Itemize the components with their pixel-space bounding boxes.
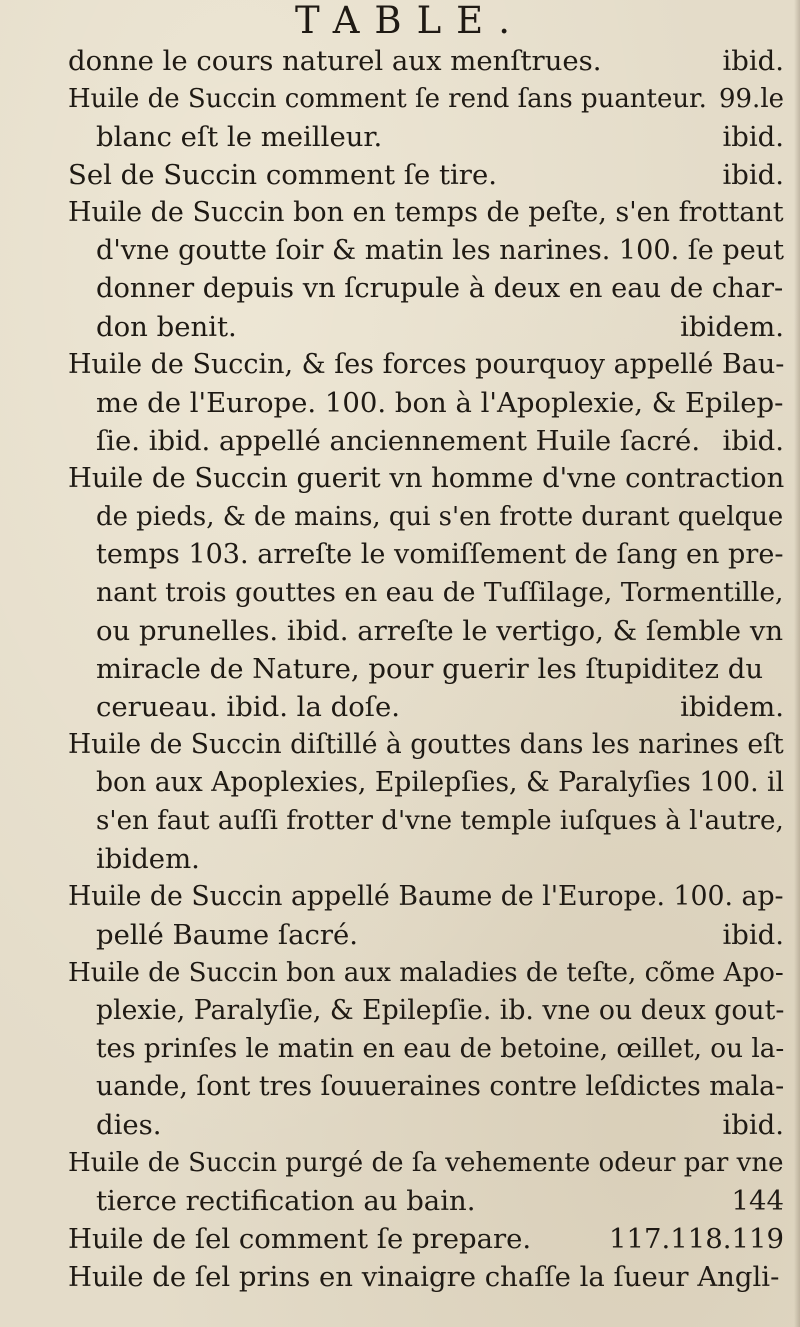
index-line [68, 194, 784, 232]
line-text: miracle de Nature, pour guerir les ſtupiditez du [96, 653, 764, 685]
line-text: Huile de Succin, & ſes forces pourquoy appellé Bau- [68, 349, 785, 380]
line-text: ou prunelles. ibid. arreſte le vertigo, & ſemble vn [96, 615, 784, 647]
index-line [96, 422, 784, 460]
index-line [96, 1030, 784, 1068]
line-text: ſie. ibid. appellé anciennement Huile ſacré. [96, 425, 701, 457]
page-edge-shadow [794, 0, 800, 1327]
line-text: Huile de Succin comment ſe rend ſans puanteur. [68, 84, 707, 114]
index-line [96, 308, 784, 346]
page-reference: 117.118.119 [609, 1223, 784, 1255]
page-reference: 144 [731, 1185, 784, 1217]
line-text: Huile de Succin appellé Baume de l'Europe. 100. ap- [68, 881, 784, 912]
line-text: pellé Baume ſacré. [96, 919, 359, 951]
page-reference: ibid. [722, 425, 784, 457]
line-text: donner depuis vn ſcrupule à deux en eau de char- [96, 273, 784, 304]
index-line [68, 726, 784, 764]
line-text: cerueau. ibid. la doſe. [96, 691, 400, 723]
index-line [96, 232, 784, 270]
index-line [68, 1258, 784, 1296]
page-reference: ibidem. [680, 311, 784, 343]
line-text: me de l'Europe. 100. bon à l'Apoplexie, & Epilep- [96, 387, 784, 419]
index-line [68, 954, 784, 992]
line-text: Huile de ſel comment ſe prepare. [68, 1223, 532, 1255]
index-line [96, 764, 784, 802]
index-line [68, 1144, 784, 1182]
index-line [96, 802, 784, 840]
index-line [96, 118, 784, 156]
page-reference: ibid. [722, 159, 784, 191]
line-text: d'vne goutte ſoir & matin les narines. 100. ſe peut [96, 235, 785, 266]
index-line [96, 992, 784, 1030]
line-text: uande, ſont tres ſouueraines contre leſdictes mala- [96, 1071, 785, 1102]
line-text: tes prinſes le matin en eau de betoine, œillet, ou la- [96, 1034, 785, 1064]
index-line [96, 688, 784, 726]
page-reference: ibid. [722, 1109, 784, 1141]
line-text: dies. [96, 1109, 162, 1141]
index-line [68, 1220, 784, 1258]
line-text: Huile de Succin guerit vn homme d'vne contraction [68, 463, 785, 494]
index-line [96, 1106, 784, 1144]
page-reference: ibid. [722, 121, 784, 153]
index-line [96, 536, 784, 574]
index-line [68, 80, 784, 118]
line-text: don benit. [96, 311, 237, 343]
line-text: Huile de Succin diſtillé à gouttes dans les narines eſt [68, 729, 784, 760]
index-line [68, 42, 784, 80]
page-reference: ibid. [722, 45, 784, 77]
index-line [68, 156, 784, 194]
index-line [68, 878, 784, 916]
line-text: nant trois gouttes en eau de Tuſſilage, Tormentille, [96, 577, 784, 608]
index-line [96, 498, 784, 536]
index-line [96, 612, 784, 650]
line-text: ibidem. [96, 843, 200, 875]
line-text: de pieds, & de mains, qui s'en frotte durant quelque [96, 502, 784, 532]
line-text: Huile de Succin purgé de ſa vehemente odeur par vne [68, 1148, 784, 1178]
index-line [96, 384, 784, 422]
line-text: Huile de Succin bon aux maladies de teſte, cõme Apo- [68, 958, 784, 988]
line-text: blanc eſt le meilleur. [96, 121, 383, 153]
line-text: plexie, Paralyſie, & Epilepſie. ib. vne ou deux gout- [96, 995, 785, 1026]
line-text: Sel de Succin comment ſe tire. [68, 159, 497, 191]
index-line [96, 1182, 784, 1220]
line-text: Huile de ſel prins en vinaigre chaſſe la ſueur Angli- [68, 1261, 780, 1293]
index-line [96, 270, 784, 308]
index-line [68, 460, 784, 498]
index-line [68, 346, 784, 384]
line-text: temps 103. arreſte le vomiſſement de ſang en pre- [96, 539, 784, 570]
index-line [96, 1068, 784, 1106]
index-line [96, 916, 784, 954]
line-text: donne le cours naturel aux menſtrues. [68, 45, 602, 77]
running-head: TABLE. [295, 0, 525, 42]
page-reference: ibid. [722, 919, 784, 951]
line-text: tierce rectification au bain. [96, 1185, 476, 1217]
index-line [96, 574, 784, 612]
page-reference: 99.le [719, 84, 784, 114]
page-reference: ibidem. [680, 691, 784, 723]
line-text: bon aux Apoplexies, Epilepſies, & Paralyſies 100. il [96, 767, 785, 798]
index-line [96, 650, 784, 688]
line-text: s'en faut auſſi frotter d'vne temple iuſques à l'autre, [96, 806, 784, 836]
index-line [96, 840, 784, 878]
line-text: Huile de Succin bon en temps de peſte, s'en frottant [68, 197, 784, 228]
